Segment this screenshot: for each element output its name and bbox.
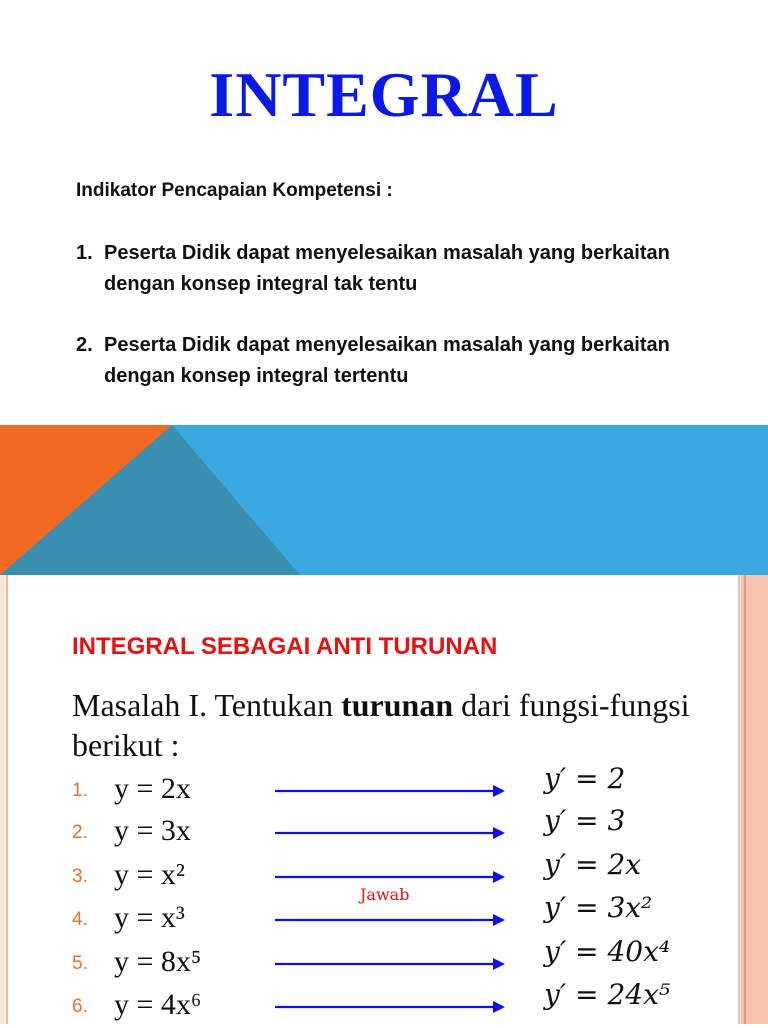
arrow-right-icon [275,1000,505,1014]
problem-statement: Masalah I. Tentukan turunan dari fungsi-fungsi berikut : [72,687,690,763]
derivative-result: y′ = 3 [544,804,626,837]
section-heading: INTEGRAL SEBAGAI ANTI TURUNAN [72,633,498,660]
problem-number: 5. [72,953,88,974]
problem-number: 3. [72,866,88,887]
function-expression: y = 8x⁵ [114,945,202,978]
function-expression: y = 4x⁶ [114,988,202,1021]
derivative-result: y′ = 2 [544,762,626,795]
arrow-right-icon [275,826,505,840]
function-expression: y = x² [114,858,185,891]
slide-integral-title [0,0,768,425]
derivative-result: y′ = 2x [544,848,642,881]
problem-number: 4. [72,909,88,930]
slide-title: INTEGRAL [209,59,559,130]
slide-anti-turunan [0,575,768,1024]
function-expression: y = 2x [114,772,191,805]
derivative-result: y′ = 24x⁵ [544,978,671,1011]
objective-item [76,238,716,300]
arrow-right-icon [275,913,505,927]
jawab-label: Jawab [360,885,410,904]
function-expression: y = 3x [114,814,191,847]
objective-number: 1. [76,242,93,264]
arrow-right-icon [275,957,505,971]
arrow-right-icon [275,870,505,884]
derivative-result: y′ = 3x² [544,891,653,924]
problem-number: 6. [72,996,88,1017]
arrow-right-icon [275,784,505,798]
objective-number: 2. [76,334,93,356]
problem-number: 1. [72,780,88,801]
problem-number: 2. [72,822,88,843]
derivative-result: y′ = 40x⁴ [544,935,671,968]
function-expression: y = x³ [114,901,185,934]
objective-text: Peserta Didik dapat menyelesaikan masalah yang berkaitan dengan konsep integral tak tentu [104,242,670,295]
objective-text: Peserta Didik dapat menyelesaikan masalah yang berkaitan dengan konsep integral tertentu [104,334,670,387]
left-frame-border [0,575,8,1024]
indikator-heading: Indikator Pencapaian Kompetensi : [76,180,393,201]
decorative-banner [0,425,768,575]
right-frame-border [738,575,768,1024]
objective-item [76,330,716,392]
problem-row [72,978,712,1028]
